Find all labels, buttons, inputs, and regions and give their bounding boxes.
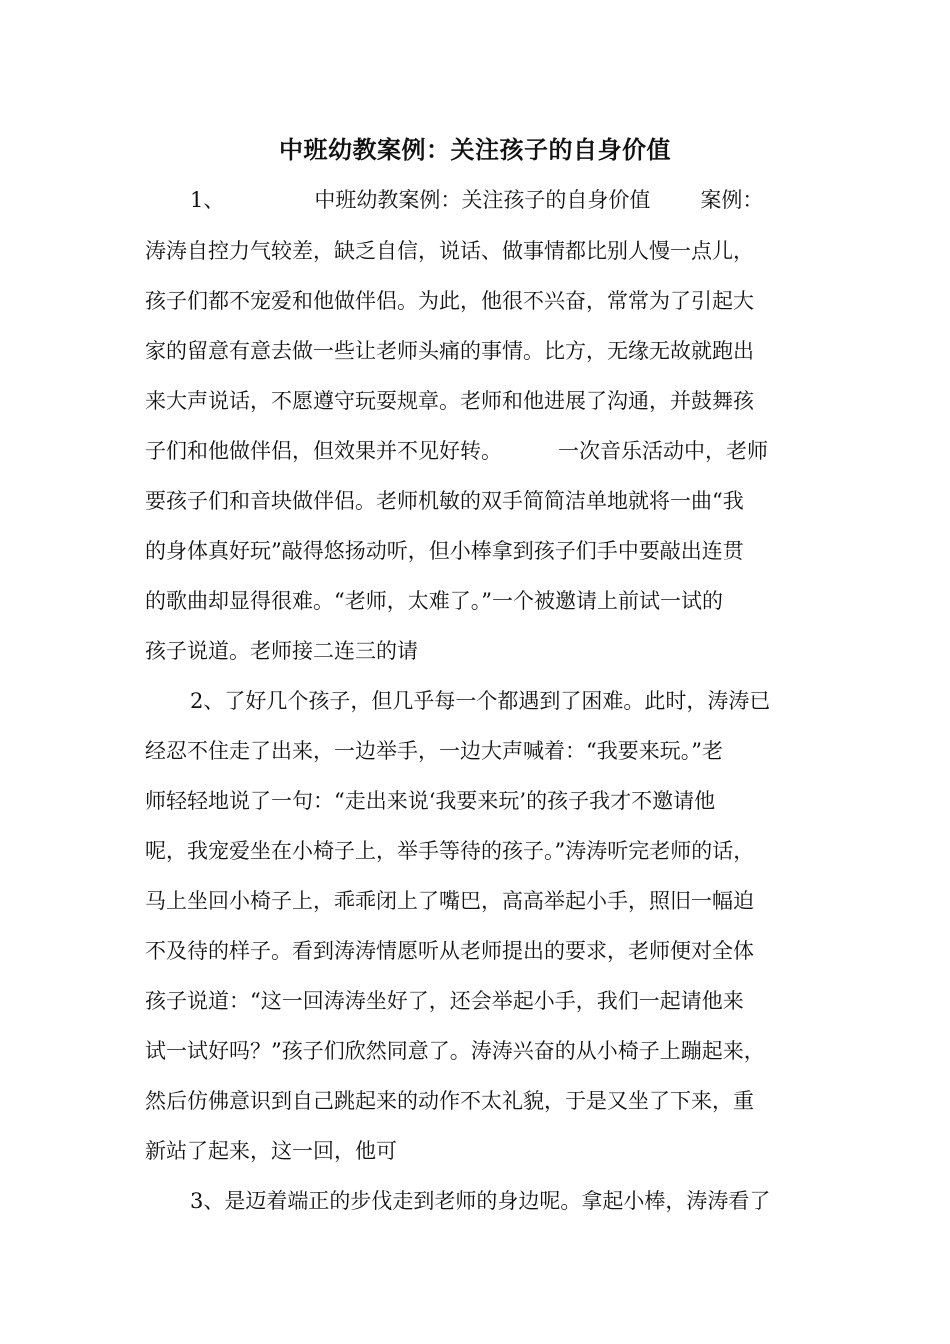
case-heading: 中班幼教案例：关注孩子的自身价值 <box>314 188 651 212</box>
text-line: 呢，我宠爱坐在小椅子上，举手等待的孩子。”涛涛听完老师的话， <box>145 839 755 863</box>
text-line: 不及待的样子。看到涛涛情愿听从老师提出的要求，老师便对全体 <box>145 939 754 963</box>
text-line: 的身体真好玩”敲得悠扬动听，但小棒拿到孩子们手中要敲出连贯 <box>145 539 744 563</box>
text-line: 要孩子们和音块做伴侣。老师机敏的双手简简洁单地就将一曲“我 <box>145 489 744 513</box>
paragraph-3-first-line: 3、是迈着端正的步伐走到老师的身边呢。拿起小棒，涛涛看了 <box>190 1189 771 1213</box>
text-line: 马上坐回小椅子上，乖乖闭上了嘴巴，高高举起小手，照旧一幅迫 <box>145 889 754 913</box>
text-line: 经忍不住走了出来，一边举手，一边大声喊着：“我要来玩。”老 <box>145 739 723 763</box>
text-segment: 一次音乐活动中，老师 <box>558 439 768 463</box>
text-line: 试一试好吗？”孩子们欣然同意了。涛涛兴奋的从小椅子上蹦起来， <box>145 1039 765 1063</box>
text-line: 然后仿佛意识到自己跳起来的动作不太礼貌，于是又坐了下来，重 <box>145 1089 754 1113</box>
text-line: 新站了起来，这一回，他可 <box>145 1139 397 1163</box>
text-line: 孩子们都不宠爱和他做伴侣。为此，他很不兴奋，常常为了引起大 <box>145 289 754 313</box>
text-line <box>145 433 768 469</box>
text-line: 孩子说道：“这一回涛涛坐好了，还会举起小手，我们一起请他来 <box>145 989 744 1013</box>
document-title: 中班幼教案例：关注孩子的自身价值 <box>279 135 671 164</box>
paragraph-number: 1、 <box>190 188 225 212</box>
text-line: 师轻轻地说了一句：“走出来说‘我要来玩’的孩子我才不邀请他 <box>145 789 716 813</box>
text-line: 家的留意有意去做一些让老师头痛的事情。比方，无缘无故就跑出 <box>145 339 754 363</box>
text-line: 的歌曲却显得很难。“老师，太难了。”一个被邀请上前试一试的 <box>145 589 723 613</box>
paragraph-2-first-line: 2、了好几个孩子，但几乎每一个都遇到了困难。此时，涛涛已 <box>190 689 771 713</box>
text-line: 来大声说话，不愿遵守玩耍规章。老师和他进展了沟通，并鼓舞孩 <box>145 389 754 413</box>
text-line: 涛涛自控力气较差，缺乏自信，说话、做事情都比别人慢一点儿， <box>145 239 754 263</box>
text-segment: 子们和他做伴侣，但效果并不见好转。 <box>145 439 502 463</box>
text-line: 孩子说道。老师接二连三的请 <box>145 639 418 663</box>
paragraph-1-first-line <box>190 182 763 218</box>
case-label: 案例： <box>700 188 764 212</box>
